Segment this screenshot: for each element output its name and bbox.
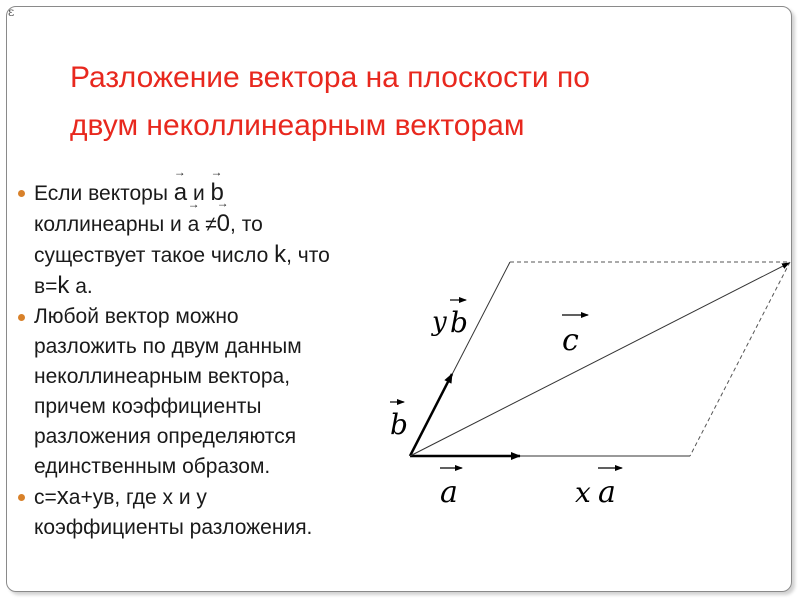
text: Если векторы [34,182,174,205]
vector-c-arrow [410,263,789,456]
label-yb-y: y [432,307,447,337]
x-symbol: х [56,483,69,510]
label-xa-a: a [598,475,616,510]
right-dashed-side [690,262,790,456]
label-a: a [440,475,458,510]
text: а+ув, где х и у [68,486,207,509]
text: с= [34,486,57,509]
k-symbol: k [57,272,70,299]
zero-vector-label: 0 → [217,209,230,239]
text: и [187,182,211,205]
bullet2-line4: причем коэффициенты [34,395,262,418]
k-symbol: k [274,241,287,268]
bullet2-line6: единственным образом. [34,455,271,478]
vector-b-label: b → [211,178,224,208]
vector-a-label: а → [174,178,187,208]
title-line-2: двум неколлинеарным векторам [70,109,525,142]
bullet2-line3: неколлинеарным вектора, [34,365,291,388]
text: коллинеарны и [34,213,188,236]
text: а. [69,275,93,298]
text: , что [286,244,330,267]
bullet2-line1: Любой вектор можно [34,305,239,328]
label-c: c [562,323,579,358]
bullet3-line2: коэффициенты разложения. [34,516,313,539]
label-xa-x: x [575,476,591,509]
text: существует такое число [34,244,275,267]
text: , то [230,213,263,236]
corner-mark: ε [8,5,15,19]
text: в= [34,275,58,298]
bullet2-line2: разложить по двум данным [34,335,302,358]
vector-a-label: а → [188,210,200,240]
label-b: b [390,408,408,441]
bullet2-line5: разложения определяются [34,425,297,448]
label-yb-b: b [450,306,468,339]
title-line-1: Разложение вектора на плоскости по [70,61,590,94]
not-equal-sign: ≠ [199,213,217,236]
vector-b-arrow [410,374,452,456]
